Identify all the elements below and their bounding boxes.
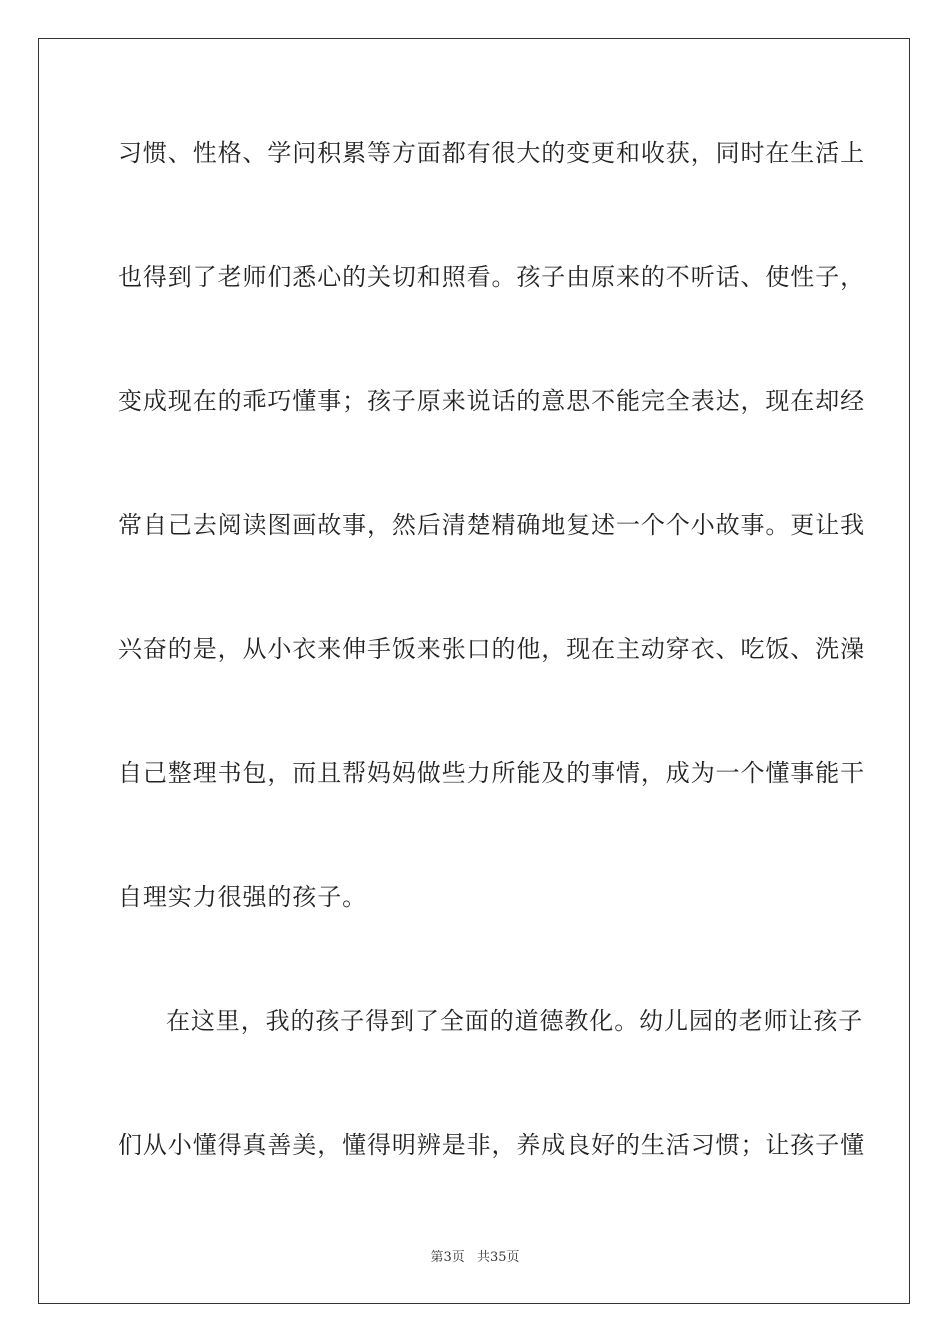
paragraph-line-3: 变成现在的乖巧懂事；孩子原来说话的意思不能完全表达，现在却经 [118,387,865,415]
paragraph-line-9: 们从小懂得真善美，懂得明辨是非，养成良好的生活习惯；让孩子懂 [118,1131,865,1159]
paragraph-line-1: 习惯、性格、学问积累等方面都有很大的变更和收获，同时在生活上 [118,139,865,167]
paragraph-line-4: 常自己去阅读图画故事，然后清楚精确地复述一个个小故事。更让我 [118,511,865,539]
page-number: 第3页 [430,1250,465,1265]
paragraph-line-6: 自己整理书包，而且帮妈妈做些力所能及的事情，成为一个懂事能干 [118,759,865,787]
paragraph-line-7: 自理实力很强的孩子。 [118,883,367,911]
page-total: 共35页 [476,1250,520,1265]
page-footer [0,1246,950,1265]
page-border [38,38,910,1304]
paragraph-line-5: 兴奋的是，从小衣来伸手饭来张口的他，现在主动穿衣、吃饭、洗澡 [118,635,865,663]
paragraph-line-2: 也得到了老师们悉心的关切和照看。孩子由原来的不听话、使性子， [118,263,865,291]
paragraph-line-8: 在这里，我的孩子得到了全面的道德教化。幼儿园的老师让孩子 [166,1007,864,1035]
